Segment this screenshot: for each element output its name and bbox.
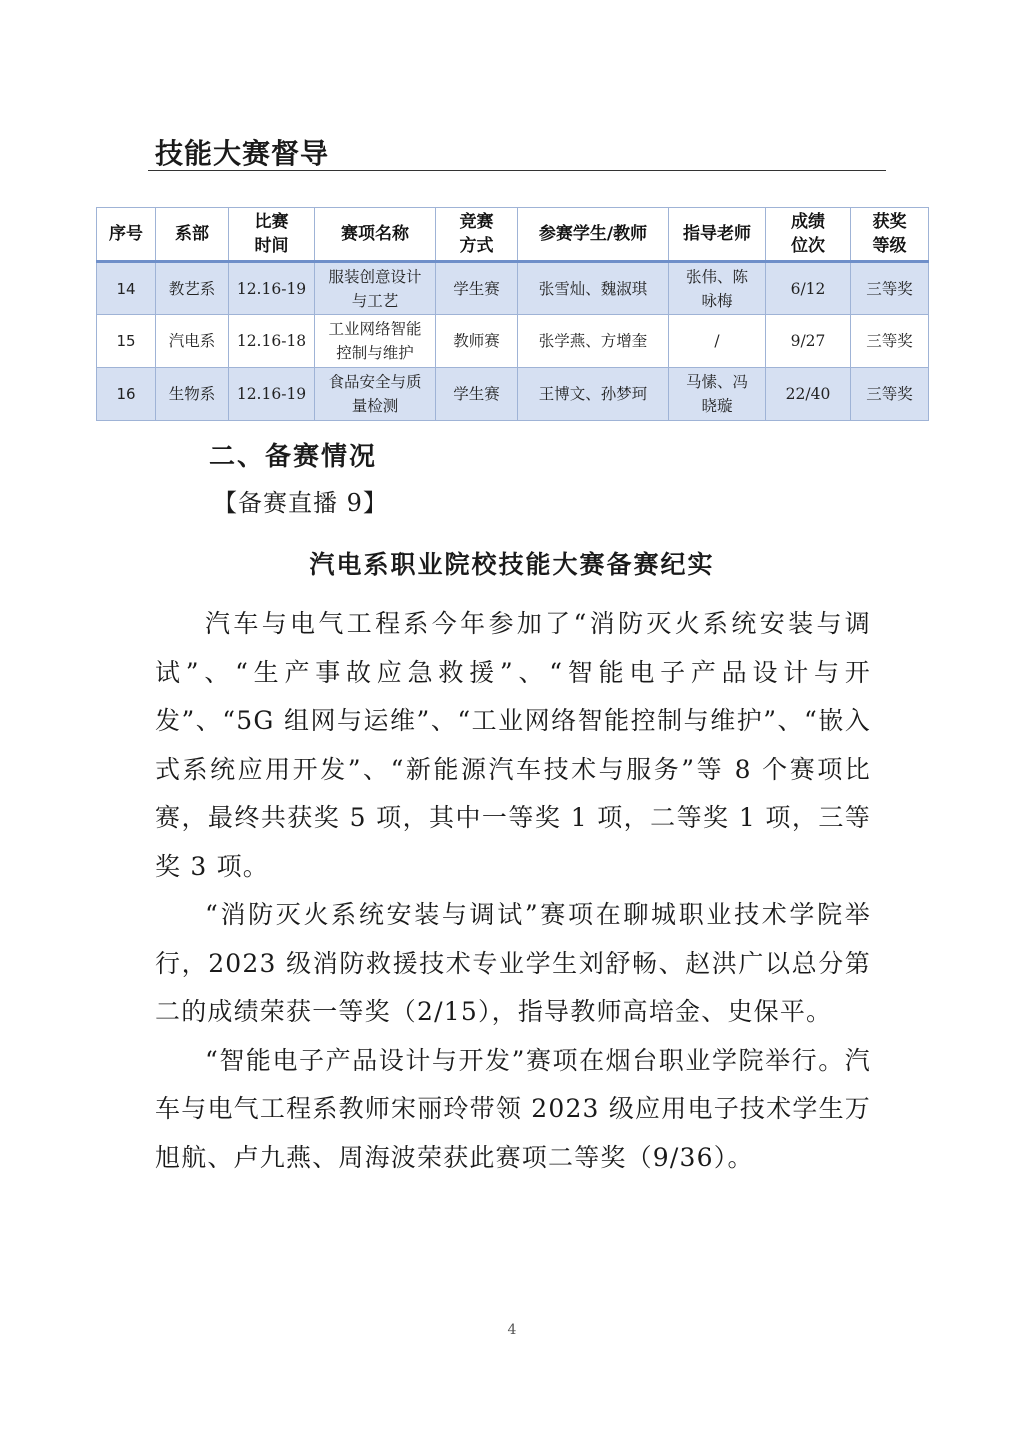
table-row: [97, 368, 929, 421]
cell-mode: 教师赛: [436, 315, 518, 368]
cell-dept: 教艺系: [156, 262, 229, 315]
col-header-dept: 系部: [156, 208, 229, 262]
paragraph: “消防灭火系统安装与调试”赛项在聊城职业技术学院举行，2023 级消防救援技术专业学生刘舒畅、赵洪广以总分第二的成绩荣获一等奖（2/15），指导教师高培金、史保平。: [155, 900, 871, 1026]
table-row: [97, 262, 929, 315]
section-heading: 二、备赛情况: [209, 442, 378, 472]
cell-date: 12.16-18: [229, 315, 315, 368]
cell-event: 服装创意设计 与工艺: [315, 262, 436, 315]
cell-rank: 9/27: [766, 315, 851, 368]
awards-table: [96, 207, 929, 421]
cell-event: 工业网络智能 控制与维护: [315, 315, 436, 368]
col-header-event: 赛项名称: [315, 208, 436, 262]
table-row: [97, 315, 929, 368]
cell-advisor: /: [669, 315, 766, 368]
cell-mode: 学生赛: [436, 262, 518, 315]
cell-participants: 张雪灿、魏淑琪: [518, 262, 669, 315]
cell-dept: 汽电系: [156, 315, 229, 368]
section-subheading: 【备赛直播 9】: [213, 489, 388, 517]
header-title: 技能大赛督导: [155, 137, 330, 170]
cell-event: 食品安全与质 量检测: [315, 368, 436, 421]
cell-award: 三等奖: [851, 262, 929, 315]
header-divider: [148, 170, 886, 171]
cell-award: 三等奖: [851, 368, 929, 421]
cell-mode: 学生赛: [436, 368, 518, 421]
cell-advisor: 张伟、陈 咏梅: [669, 262, 766, 315]
col-header-participants: 参赛学生/教师: [518, 208, 669, 262]
col-header-mode: 竞赛 方式: [436, 208, 518, 262]
cell-award: 三等奖: [851, 315, 929, 368]
paragraph: 汽车与电气工程系今年参加了“消防灭火系统安装与调试”、“生产事故应急救援”、“智能电子产品设计与开发”、“5G 组网与运维”、“工业网络智能控制与维护”、“嵌入式系统应用开发”、“新能源汽车技术与服务”等 8 个赛项比赛，最终共获奖 5 项，其中一等奖 1 项，二等奖 1 项，三等奖 3 项。: [155, 609, 871, 881]
table-header-row: [97, 208, 929, 262]
article-body: [155, 600, 871, 1182]
cell-participants: 王博文、孙梦珂: [518, 368, 669, 421]
cell-dept: 生物系: [156, 368, 229, 421]
article-title: 汽电系职业院校技能大赛备赛纪实: [309, 550, 715, 579]
cell-rank: 6/12: [766, 262, 851, 315]
cell-date: 12.16-19: [229, 262, 315, 315]
cell-date: 12.16-19: [229, 368, 315, 421]
col-header-date: 比赛 时间: [229, 208, 315, 262]
cell-no: 15: [97, 315, 156, 368]
col-header-advisor: 指导老师: [669, 208, 766, 262]
cell-rank: 22/40: [766, 368, 851, 421]
col-header-no: 序号: [97, 208, 156, 262]
cell-advisor: 马愫、冯 晓璇: [669, 368, 766, 421]
cell-participants: 张学燕、方增奎: [518, 315, 669, 368]
cell-no: 16: [97, 368, 156, 421]
cell-no: 14: [97, 262, 156, 315]
col-header-rank: 成绩 位次: [766, 208, 851, 262]
col-header-award: 获奖 等级: [851, 208, 929, 262]
paragraph: “智能电子产品设计与开发”赛项在烟台职业学院举行。汽车与电气工程系教师宋丽玲带领 2023 级应用电子技术学生万旭航、卢九燕、周海波荣获此赛项二等奖（9/36）。: [155, 1045, 871, 1172]
page-number: 4: [507, 1322, 517, 1338]
